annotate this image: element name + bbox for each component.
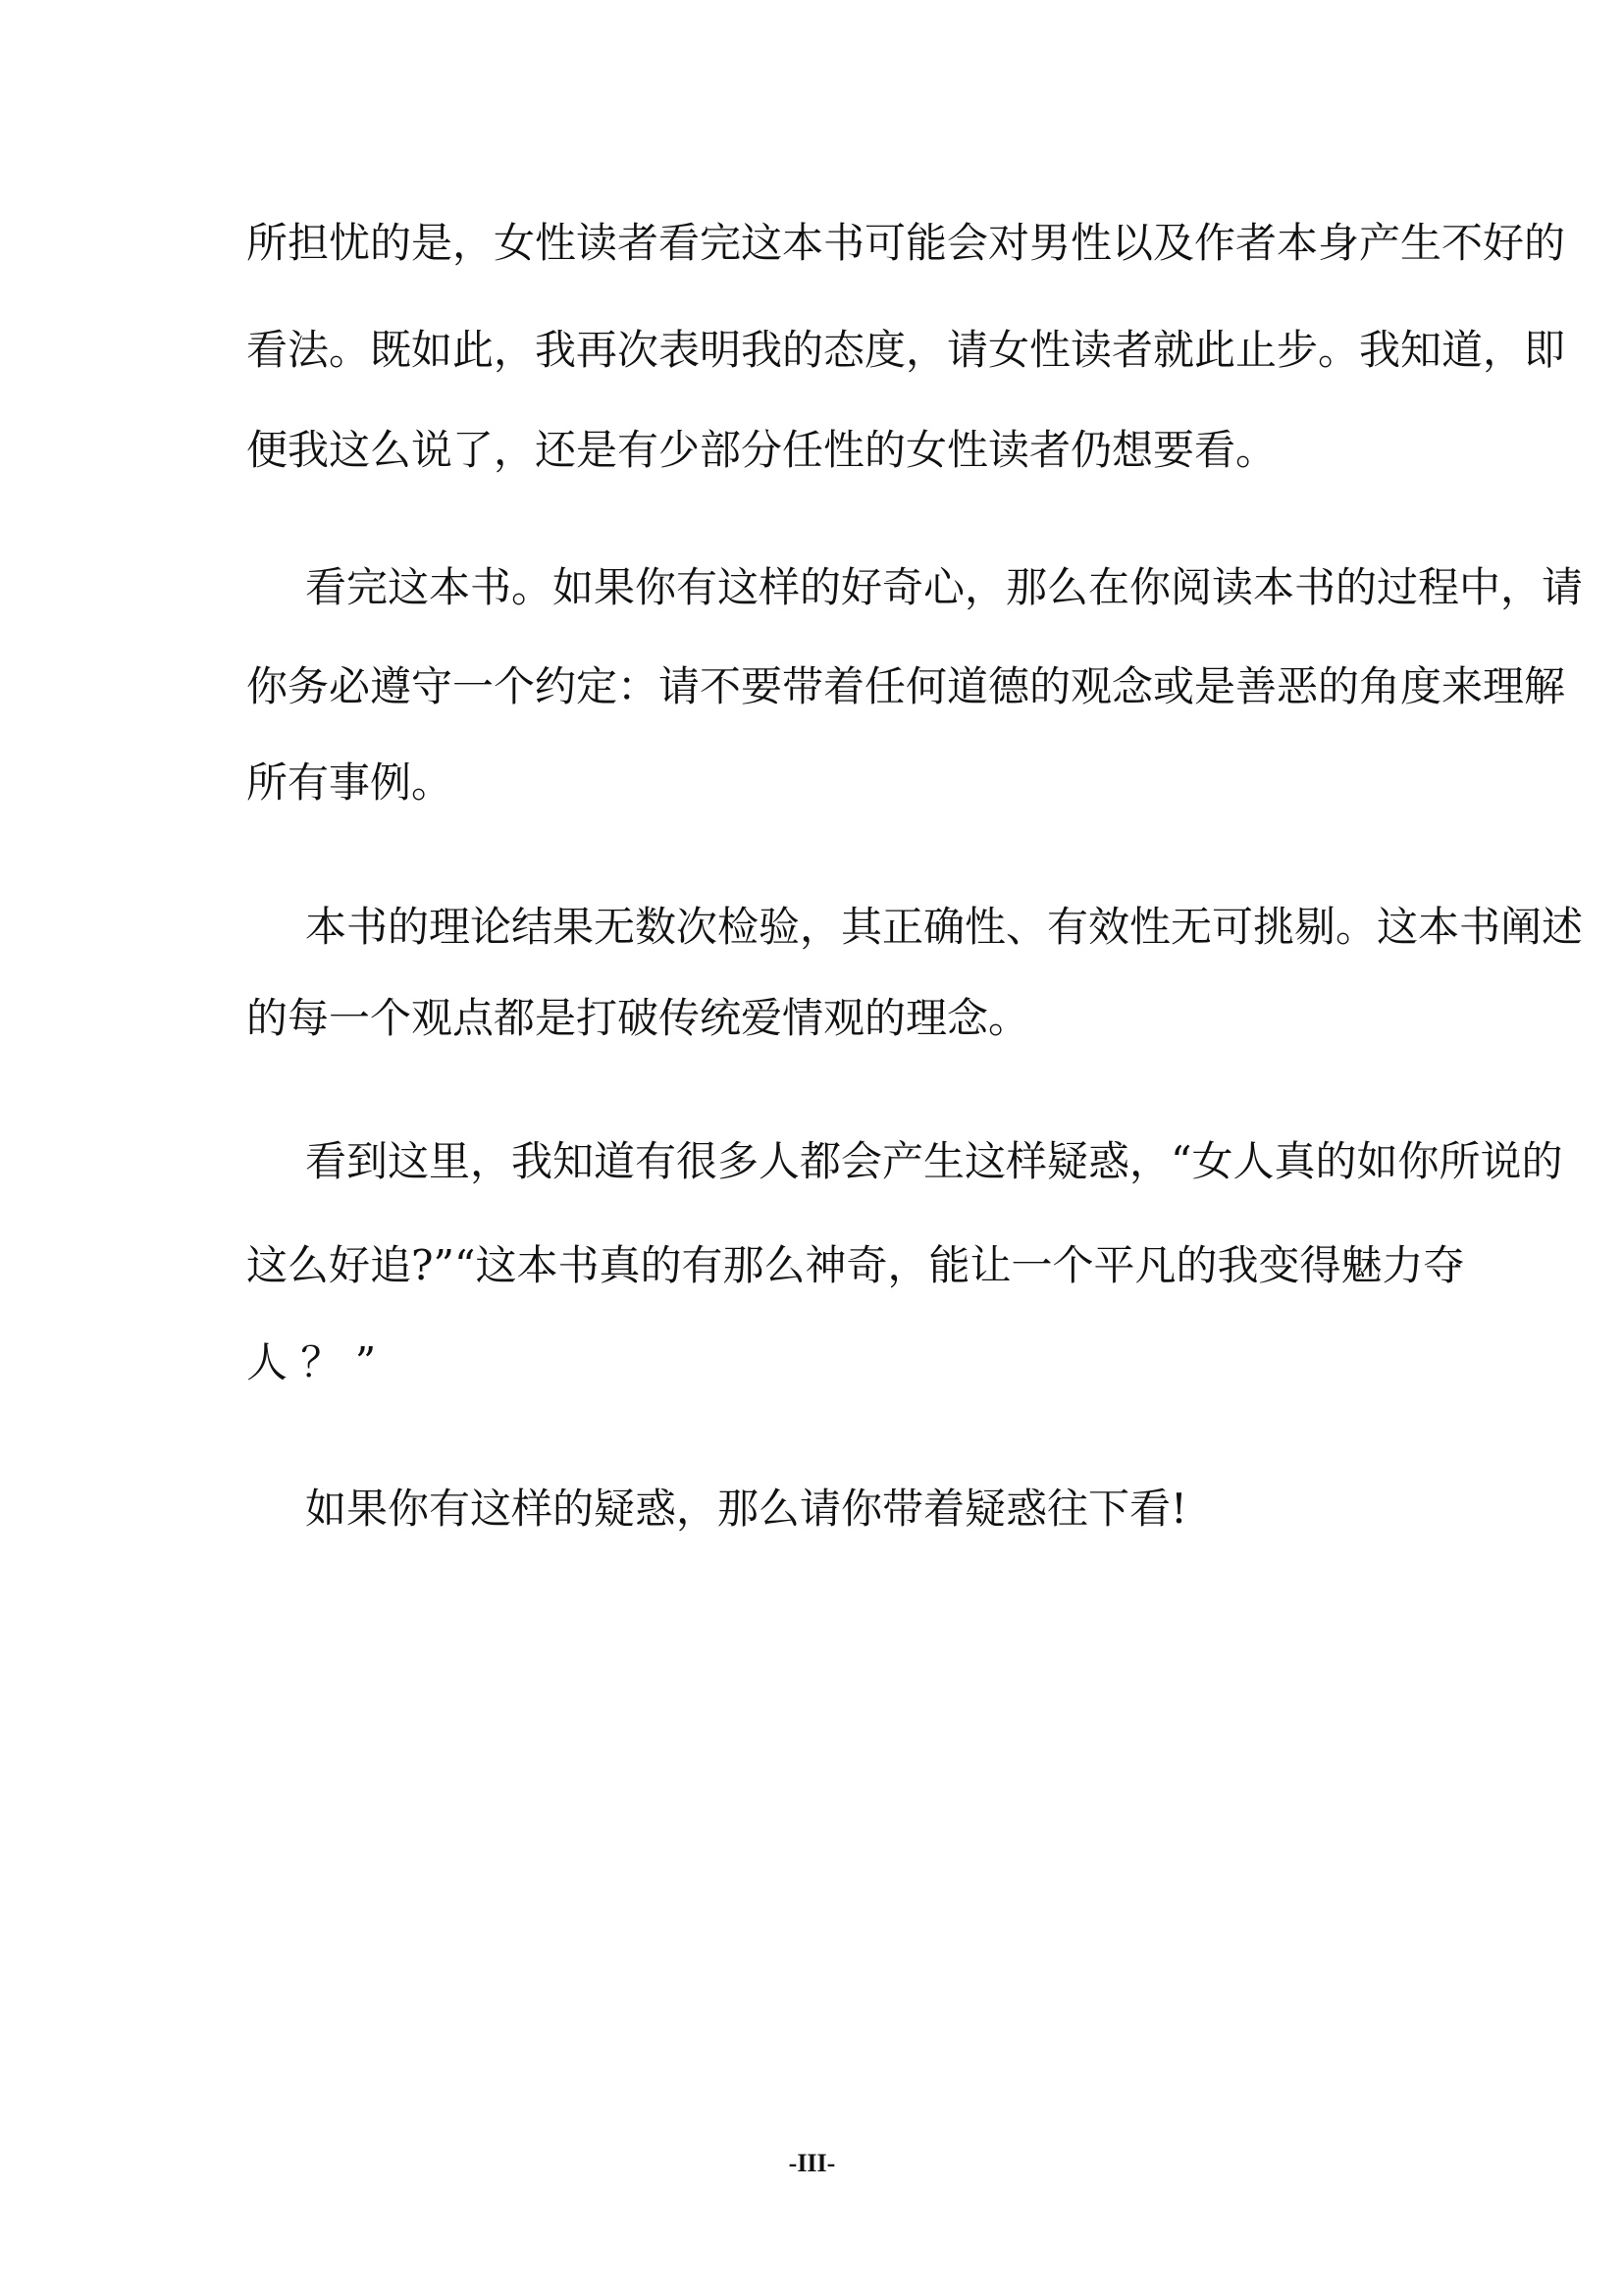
text-line: 的每一个观点都是打破传统爱情观的理念。 (246, 994, 1030, 1042)
page-number: -III- (788, 2149, 836, 2177)
text-line: 你务必遵守一个约定：请不要带着任何道德的观念或是善恶的角度来理解 (246, 662, 1566, 710)
text-line: 这么好追?”“这本书真的有那么神奇，能让一个平凡的我变得魅力夺 (246, 1241, 1465, 1289)
text-line: 看完这本书。如果你有这样的好奇心，那么在你阅读本书的过程中，请 (305, 563, 1584, 611)
text-line: 如果你有这样的疑惑，那么请你带着疑惑往下看! (305, 1485, 1187, 1533)
text-line: 看到这里，我知道有很多人都会产生这样疑惑，“女人真的如你所说的 (305, 1137, 1563, 1185)
text-line: 本书的理论结果无数次检验，其正确性、有效性无可挑剔。这本书阐述 (305, 903, 1584, 951)
text-line: 看法。既如此，我再次表明我的态度，请女性读者就此止步。我知道，即 (246, 326, 1566, 374)
text-line: 人 ？ ” (246, 1338, 377, 1386)
text-line: 所担忧的是，女性读者看完这本书可能会对男性以及作者本身产生不好的 (246, 219, 1566, 267)
text-line: 所有事例。 (246, 758, 453, 807)
text-line: 便我这么说了，还是有少部分任性的女性读者仍想要看。 (246, 426, 1278, 474)
